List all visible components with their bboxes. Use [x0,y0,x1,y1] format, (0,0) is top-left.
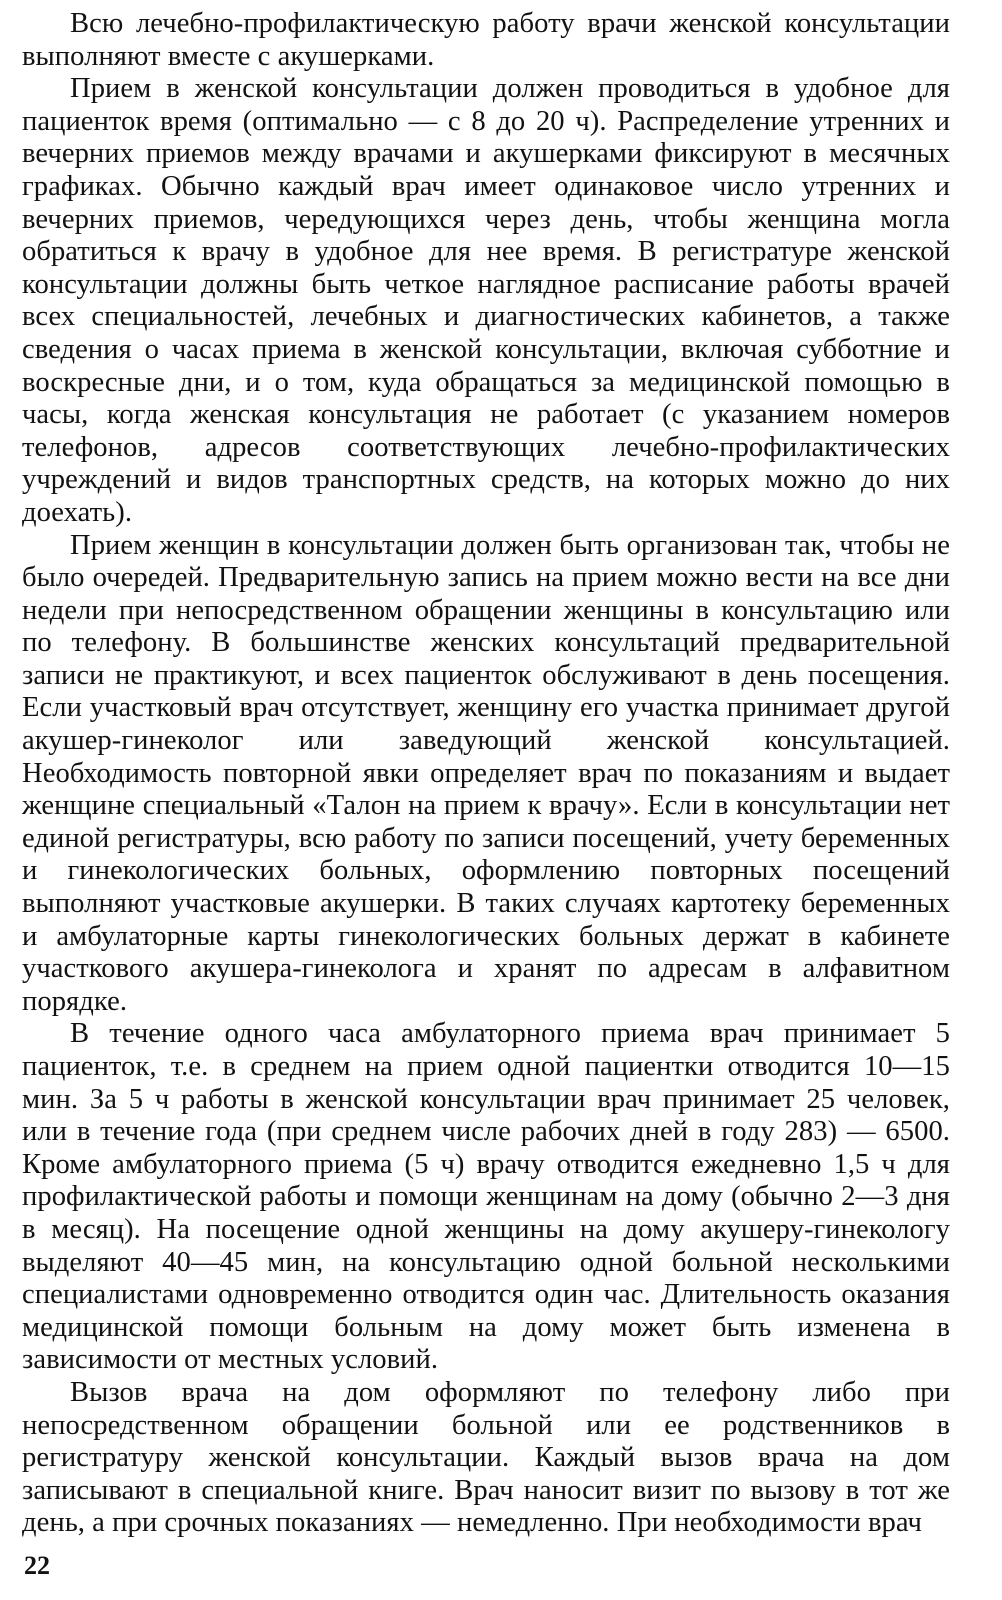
paragraph-3: Прием женщин в консультации должен быть организован так, чтобы не было очередей. Предварительную запись на прием можно вести на все дни недели при непосредственном обращении женщины в консультацию или по телефону. В большинстве женских консультаций предварительной записи не практикуют, и всех пациенток обслуживают в день посещения. Если участковый врач отсутствует, женщину его участка принимает другой акушер-гинеколог или заведующий женской консультацией. Необходимость повторной явки определяет врач по показаниям и выдает женщине специальный «Талон на прием к врачу». Если в консультации нет единой регистратуры, всю работу по записи посещений, учету беременных и гинекологических больных, оформлению повторных посещений выполняют участковые акушерки. В таких случаях картотеку беременных и амбулаторные карты гинекологических больных держат в кабинете участкового акушера-гинеколога и хранят по адресам в алфавитном порядке. [22,529,950,1017]
page-body [22,8,950,1540]
paragraph-1: Всю лечебно-профилактическую работу врачи женской консультации выполняют вместе с акушерками. [22,8,950,72]
page-number: 22 [24,1551,50,1580]
paragraph-4: В течение одного часа амбулаторного приема врач принимает 5 пациенток, т.е. в среднем на прием одной пациентки отводится 10—15 мин. За 5 ч работы в женской консультации врач принимает 25 человек, или в течение года (при среднем числе рабочих дней в году 283) — 6500. Кроме амбулаторного приема (5 ч) врачу отводится ежедневно 1,5 ч для профилактической работы и помощи женщинам на дому (обычно 2—3 дня в месяц). На посещение одной женщины на дому акушеру-гинекологу выделяют 40—45 мин, на консультацию одной больной несколькими специалистами одновременно отводится один час. Длительность оказания медицинской помощи больным на дому может быть изменена в зависимости от местных условий. [22,1018,950,1376]
paragraph-2: Прием в женской консультации должен проводиться в удобное для пациенток время (оптимально — с 8 до 20 ч). Распределение утренних и вечерних приемов между врачами и акушерками фиксируют в месячных графиках. Обычно каждый врач имеет одинаковое число утренних и вечерних приемов, чередующихся через день, чтобы женщина могла обратиться к врачу в удобное для нее время. В регистратуре женской консультации должны быть четкое наглядное расписание работы врачей всех специальностей, лечебных и диагностических кабинетов, а также сведения о часах приема в женской консультации, включая субботние и воскресные дни, и о том, куда обращаться за медицинской помощью в часы, когда женская консультация не работает (с указанием номеров телефонов, адресов соответствующих лечебно-профилактических учреждений и видов транспортных средств, на которых можно до них доехать). [22,73,950,528]
paragraph-5: Вызов врача на дом оформляют по телефону либо при непосредственном обращении больной или ее родственников в регистратуру женской консультации. Каждый вызов врача на дом записывают в специальной книге. Врач наносит визит по вызову в тот же день, а при срочных показаниях — немедленно. При необходимости врач [22,1376,950,1539]
